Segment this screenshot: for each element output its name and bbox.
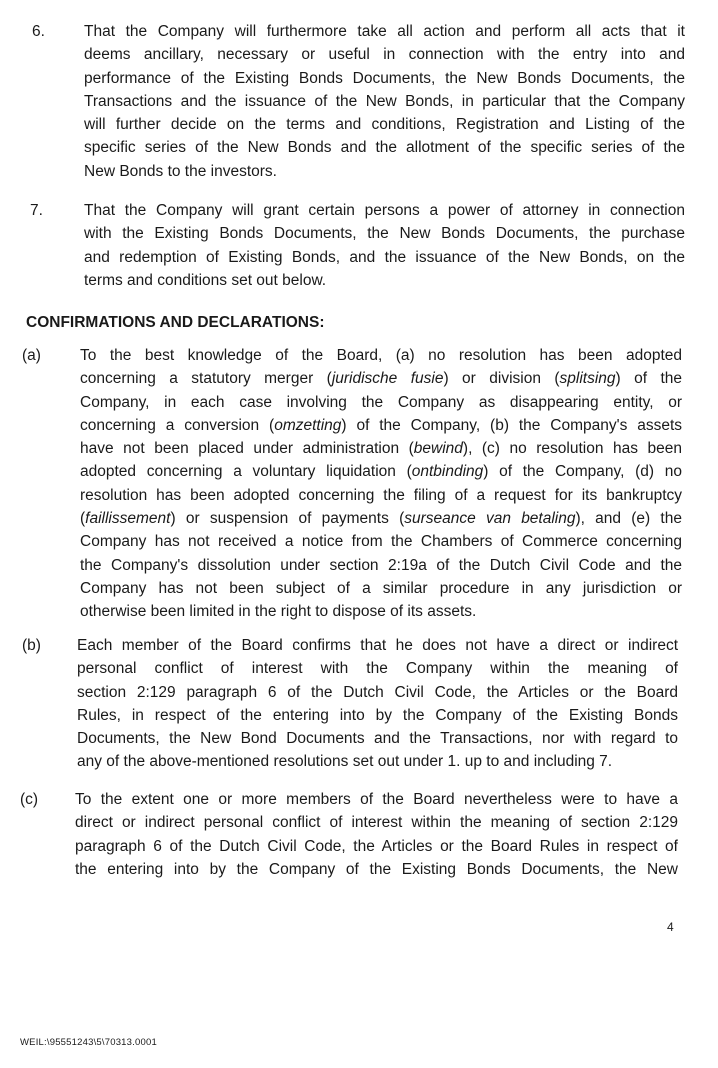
italic-term: omzetting: [274, 416, 342, 434]
section-heading: CONFIRMATIONS AND DECLARATIONS:: [26, 314, 325, 331]
text-line: resolution has been adopted concerning the filing of a request for its bankruptcy: [80, 486, 682, 504]
text-line: Company, in each case involving the Company as disappearing entity, or: [80, 393, 682, 411]
declaration-text: [75, 788, 678, 881]
text-line: To the extent one or more members of the Board nevertheless were to have a: [75, 791, 678, 808]
page-number: 4: [667, 920, 674, 934]
text-line: concerning a conversion (omzetting) of the Company, (b) the Company's assets: [80, 416, 682, 434]
text-line: Documents, the New Bond Documents and the Transactions, nor with regard to: [77, 730, 678, 748]
text-line: New Bonds to the investors.: [84, 162, 277, 180]
text-line: direct or indirect personal conflict of interest within the meaning of section 2:129: [75, 814, 678, 832]
text-line: the Company's dissolution under section 2:19a of the Dutch Civil Code and the: [80, 556, 682, 574]
text-line: That the Company will furthermore take all action and perform all acts that it: [84, 23, 685, 40]
text-line: That the Company will grant certain persons a power of attorney in connection: [84, 202, 685, 219]
text-line: any of the above-mentioned resolutions set out under 1. up to and including 7.: [77, 753, 613, 771]
text-line: deems ancillary, necessary or useful in connection with the entry into and: [84, 46, 685, 64]
text-line: Rules, in respect of the entering into by the Company of the Existing Bonds: [77, 706, 678, 724]
document-reference: WEIL:\95551243\5\70313.0001: [20, 1037, 157, 1048]
italic-term: faillissement: [85, 510, 171, 528]
text-line: paragraph 6 of the Dutch Civil Code, the Articles or the Board Rules in respect of: [75, 837, 678, 855]
declaration-text: [77, 634, 678, 774]
text-line: personal conflict of interest with the Company within the meaning of: [77, 660, 678, 678]
text-line: the entering into by the Company of the Existing Bonds Documents, the New: [75, 860, 678, 878]
declaration-label: (c): [20, 791, 39, 808]
clause-text: [84, 199, 685, 292]
declaration-label: (b): [22, 637, 41, 654]
text-line: To the best knowledge of the Board, (a) no resolution has been adopted: [80, 347, 682, 364]
text-line: section 2:129 paragraph 6 of the Dutch Civil Code, the Articles or the Board: [77, 683, 678, 701]
text-line: Transactions and the issuance of the New Bonds, in particular that the Company: [84, 92, 685, 110]
text-line: Company has not received a notice from the Chambers of Commerce concerning: [80, 533, 682, 551]
text-line: concerning a statutory merger (juridische fusie) or division (splitsing) of the: [80, 370, 683, 388]
italic-term: juridische fusie: [331, 370, 444, 388]
text-line: performance of the Existing Bonds Documents, the New Bonds Documents, the: [84, 69, 685, 87]
clause-number: 6.: [32, 23, 45, 40]
declaration-text: [80, 344, 682, 624]
text-line: adopted concerning a voluntary liquidation (ontbinding) of the Company, (d) no: [80, 463, 682, 481]
italic-term: bewind: [413, 440, 463, 458]
clause-number: 7.: [30, 202, 43, 219]
text-line: terms and conditions set out below.: [84, 271, 327, 289]
text-line: will further decide on the terms and conditions, Registration and Listing of the: [84, 116, 685, 134]
text-line: (faillissement) or suspension of payments (surseance van betaling), and (e) the: [80, 510, 682, 528]
clause-text: [84, 20, 685, 183]
text-line: and redemption of Existing Bonds, and the issuance of the New Bonds, on the: [84, 248, 685, 266]
text-line: otherwise been limited in the right to dispose of its assets.: [80, 603, 477, 621]
text-line: specific series of the New Bonds and the allotment of the specific series of the: [84, 139, 685, 157]
italic-term: surseance van betaling: [404, 510, 576, 528]
text-line: have not been placed under administration (bewind), (c) no resolution has been: [80, 440, 683, 458]
text-line: Company has not been subject of a similar procedure in any jurisdiction or: [80, 579, 682, 597]
italic-term: ontbinding: [411, 463, 484, 481]
text-line: with the Existing Bonds Documents, the New Bonds Documents, the purchase: [84, 225, 685, 243]
declaration-label: (a): [22, 347, 41, 364]
text-line: Each member of the Board confirms that he does not have a direct or indirect: [77, 637, 678, 654]
italic-term: splitsing: [559, 370, 616, 388]
